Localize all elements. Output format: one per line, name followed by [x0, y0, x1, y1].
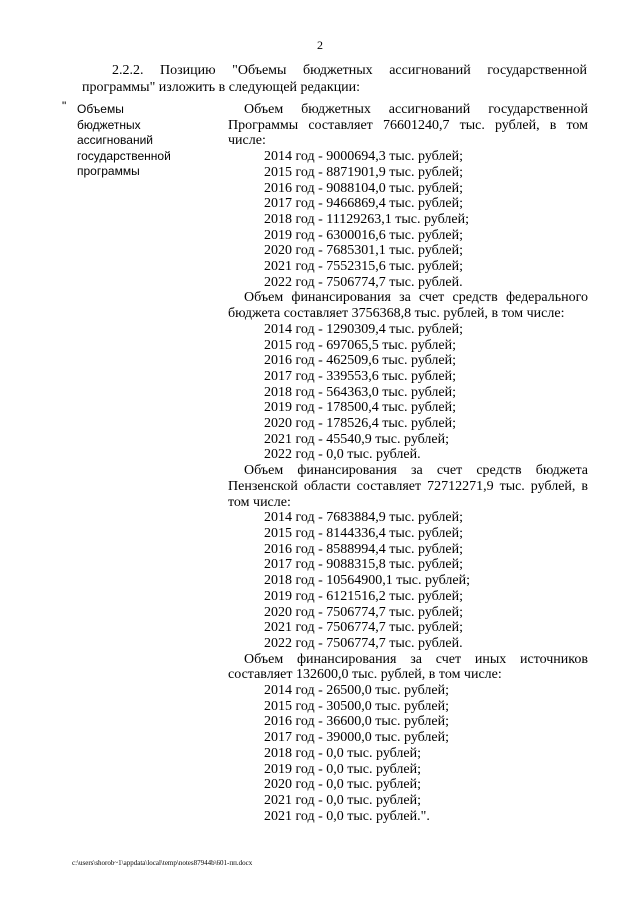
intro-line-2: программы" изложить в следующей редакции: [82, 80, 361, 95]
year-amount-line: 2021 год - 0,0 тыс. рублей.". [264, 808, 430, 824]
year-amount-line: 2018 год - 564363,0 тыс. рублей; [264, 384, 457, 400]
year-amount-line: 2021 год - 45540,9 тыс. рублей; [264, 431, 450, 447]
year-amount-line: 2016 год - 9088104,0 тыс. рублей; [264, 180, 464, 196]
year-amount-line: 2015 год - 8144336,4 тыс. рублей; [264, 525, 464, 541]
intro-line-1: 2.2.2. Позицию "Объемы бюджетных ассигнований государственной [112, 63, 587, 78]
year-amount-line: 2019 год - 6121516,2 тыс. рублей; [264, 588, 464, 604]
funding-details-column [228, 102, 588, 824]
year-amount-line: 2019 год - 178500,4 тыс. рублей; [264, 400, 457, 416]
year-amount-line: 2017 год - 339553,6 тыс. рублей; [264, 368, 457, 384]
file-path-footer: c:\users\shorob~1\appdata\local\temp\notes87944b\601-пп.docx [72, 859, 253, 867]
year-amount-line: 2014 год - 7683884,9 тыс. рублей; [264, 510, 464, 526]
year-amount-line: 2017 год - 9088315,8 тыс. рублей; [264, 557, 464, 573]
year-amount-line: 2020 год - 178526,4 тыс. рублей; [264, 416, 457, 432]
position-label-line: Объемы [77, 102, 124, 116]
year-amount-line: 2015 год - 8871901,9 тыс. рублей; [264, 164, 464, 180]
year-amount-line: 2022 год - 7506774,7 тыс. рублей. [264, 274, 463, 290]
position-label-line: программы [77, 164, 140, 178]
year-amount-line: 2018 год - 10564900,1 тыс. рублей; [264, 573, 471, 589]
year-amount-line: 2020 год - 7685301,1 тыс. рублей; [264, 243, 464, 259]
funding-paragraph: Объем бюджетных ассигнований государственной Программы составляет 76601240,7 тыс. рублей, в том числе: [228, 102, 588, 149]
position-label-line: государственной [77, 148, 171, 163]
year-amount-line: 2022 год - 7506774,7 тыс. рублей. [264, 635, 463, 651]
opening-quote: " [62, 99, 67, 113]
year-amount-line: 2019 год - 6300016,6 тыс. рублей; [264, 227, 464, 243]
position-label-line: ассигнований [77, 133, 154, 147]
year-amount-line: 2017 год - 39000,0 тыс. рублей; [264, 730, 450, 746]
funding-paragraph: Объем финансирования за счет иных источников составляет 132600,0 тыс. рублей, в том числе: [228, 651, 588, 683]
year-amount-line: 2018 год - 11129263,1 тыс. рублей; [264, 211, 469, 227]
year-amount-line: 2021 год - 7506774,7 тыс. рублей; [264, 620, 464, 636]
year-amount-line: 2020 год - 0,0 тыс. рублей; [264, 777, 422, 793]
funding-paragraph: Объем финансирования за счет средств бюджета Пензенской области составляет 72712271,9 тыс. рублей, в том числе: [228, 463, 588, 510]
year-amount-line: 2015 год - 697065,5 тыс. рублей; [264, 337, 457, 353]
year-amount-line: 2021 год - 0,0 тыс. рублей; [264, 792, 422, 808]
year-amount-line: 2014 год - 9000694,3 тыс. рублей; [264, 149, 464, 165]
year-amount-line: 2022 год - 0,0 тыс. рублей. [264, 447, 421, 463]
year-amount-line: 2016 год - 8588994,4 тыс. рублей; [264, 541, 464, 557]
year-amount-line: 2021 год - 7552315,6 тыс. рублей; [264, 259, 464, 275]
position-label-line: бюджетных [77, 117, 141, 132]
year-amount-line: 2015 год - 30500,0 тыс. рублей; [264, 698, 450, 714]
year-amount-line: 2020 год - 7506774,7 тыс. рублей; [264, 604, 464, 620]
year-amount-line: 2019 год - 0,0 тыс. рублей; [264, 761, 422, 777]
year-amount-line: 2018 год - 0,0 тыс. рублей; [264, 745, 422, 761]
year-amount-line: 2016 год - 462509,6 тыс. рублей; [264, 353, 457, 369]
year-amount-line: 2014 год - 26500,0 тыс. рублей; [264, 683, 450, 699]
funding-paragraph: Объем финансирования за счет средств федерального бюджета составляет 3756368,8 тыс. рублей, в том числе: [228, 290, 588, 322]
year-amount-line: 2016 год - 36600,0 тыс. рублей; [264, 714, 450, 730]
intro-paragraph [82, 62, 587, 96]
year-amount-line: 2014 год - 1290309,4 тыс. рублей; [264, 321, 464, 337]
position-label [77, 102, 171, 180]
year-amount-line: 2017 год - 9466869,4 тыс. рублей; [264, 196, 464, 212]
page-number: 2 [317, 38, 323, 52]
